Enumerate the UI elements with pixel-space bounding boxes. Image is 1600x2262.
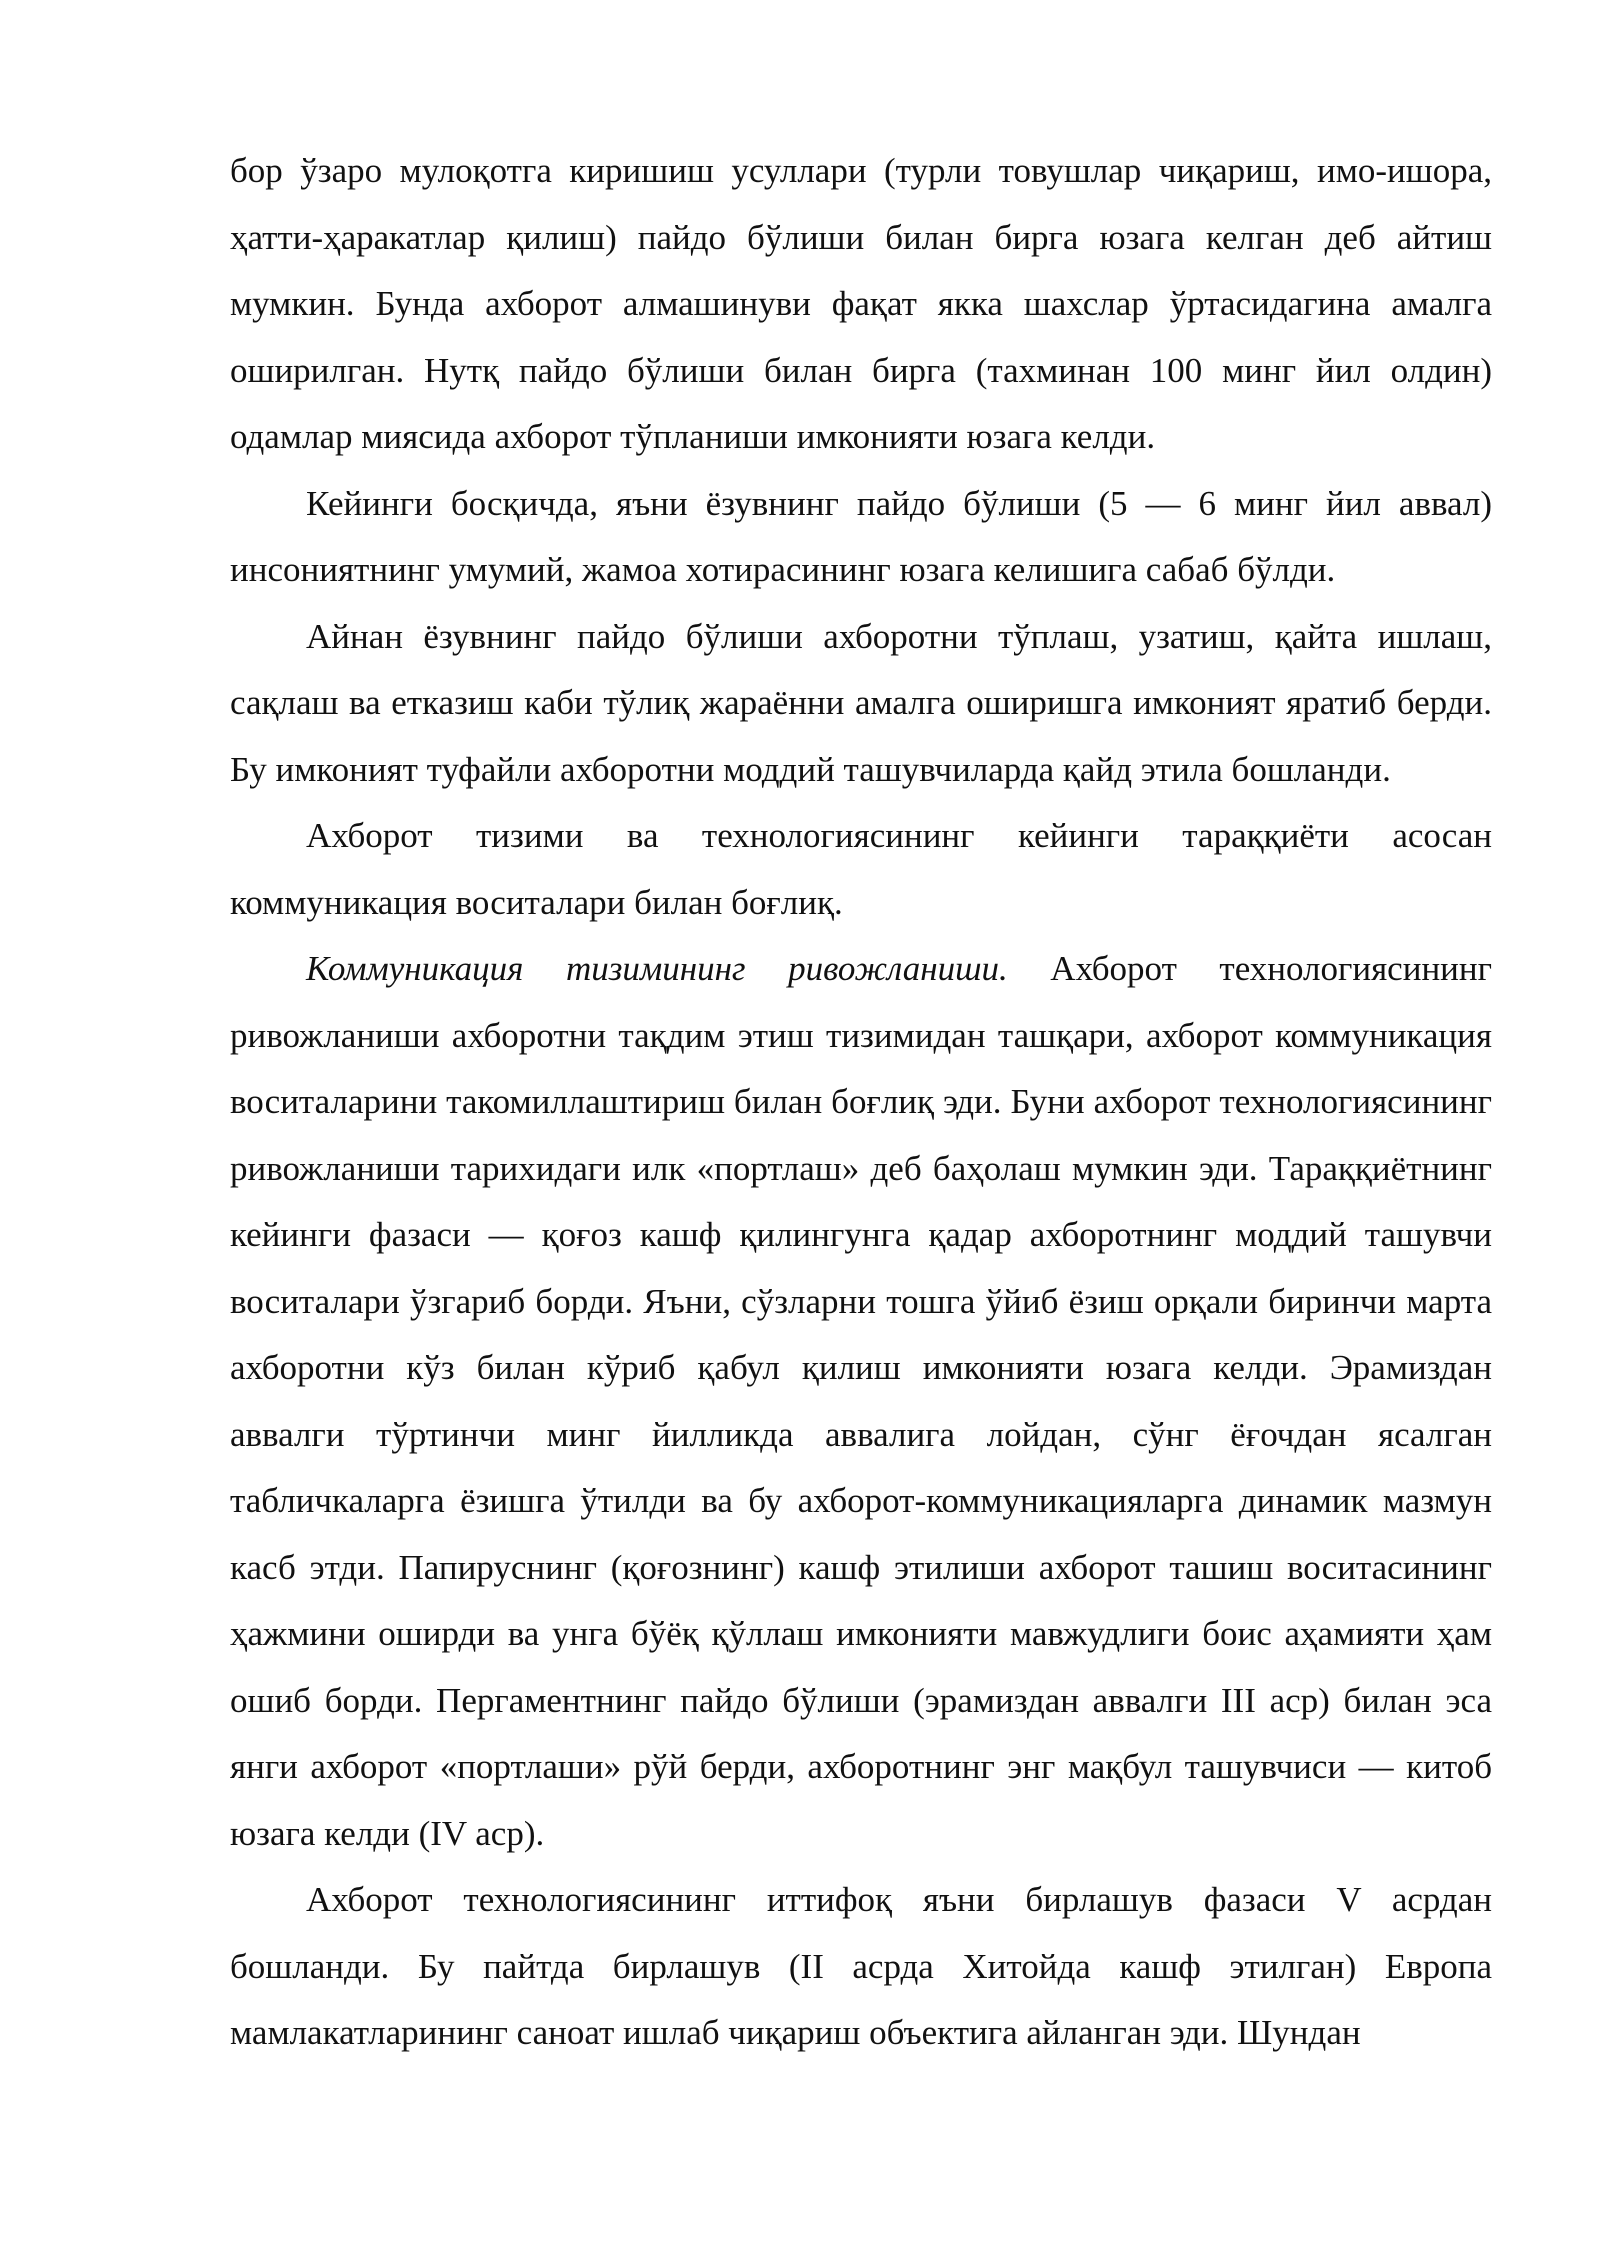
document-page	[230, 138, 1492, 2067]
italic-section-heading: Коммуникация тизимининг ривожланиши.	[306, 949, 1008, 988]
paragraph-5-body: Ахборот технологиясининг ривожланиши ахборотни тақдим этиш тизимидан ташқари, ахборот коммуникация воситаларини такомиллаштириш билан боғлиқ эди. Буни ахборот технологиясининг ривожланиши тарихидаги илк «портлаш» деб баҳолаш мумкин эди. Тараққиётнинг кейинги фазаси — қоғоз кашф қилингунга қадар ахборотнинг моддий ташувчи воситалари ўзгариб борди. Яъни, сўзларни тошга ўйиб ёзиш орқали биринчи марта ахборотни кўз билан кўриб қабул қилиш имконияти юзага келди. Эрамиздан аввалги тўртинчи минг йилликда аввалига лойдан, сўнг ёғочдан ясалган табличкаларга ёзишга ўтилди ва бу ахборот-коммуникацияларга динамик мазмун касб этди. Папируснинг (қоғознинг) кашф этилиши ахборот ташиш воситасининг ҳажмини оширди ва унга бўёқ қўллаш имконияти мавжудлиги боис аҳамияти ҳам ошиб борди. Пергаментнинг пайдо бўлиши (эрамиздан аввалги III аср) билан эса янги ахборот «портлаши» рўй берди, ахборотнинг энг мақбул ташувчиси — китоб юзага келди (IV аср).	[230, 949, 1492, 1853]
paragraph-1: бор ўзаро мулоқотга киришиш усуллари (турли товушлар чиқариш, имо-ишора, ҳатти-ҳаракатлар қилиш) пайдо бўлиши билан бирга юзага келган деб айтиш мумкин. Бунда ахборот алмашинуви фақат якка шахслар ўртасидагина амалга оширилган. Нутқ пайдо бўлиши билан бирга (тахминан 100 минг йил олдин) одамлар миясида ахборот тўпланиши имконияти юзага келди.	[230, 151, 1492, 456]
paragraph-4: Ахборот тизими ва технологиясининг кейинги тараққиёти асосан коммуникация воситалари билан боғлиқ.	[230, 816, 1492, 922]
paragraph-5	[230, 936, 1492, 1867]
paragraph-6: Ахборот технологиясининг иттифоқ яъни бирлашув фазаси V асрдан бошланди. Бу пайтда бирлашув (II асрда Хитойда кашф этилган) Европа мамлакатларининг саноат ишлаб чиқариш объектига айланган эди. Шундан	[230, 1880, 1492, 2052]
paragraph-2: Кейинги босқичда, яъни ёзувнинг пайдо бўлиши (5 — 6 минг йил аввал) инсониятнинг умумий, жамоа хотирасининг юзага келишига сабаб бўлди.	[230, 483, 1492, 589]
paragraph-3: Айнан ёзувнинг пайдо бўлиши ахборотни тўплаш, узатиш, қайта ишлаш, сақлаш ва етказиш каби тўлиқ жараённи амалга оширишга имконият яратиб берди. Бу имконият туфайли ахборотни моддий ташувчиларда қайд этила бошланди.	[230, 616, 1492, 789]
